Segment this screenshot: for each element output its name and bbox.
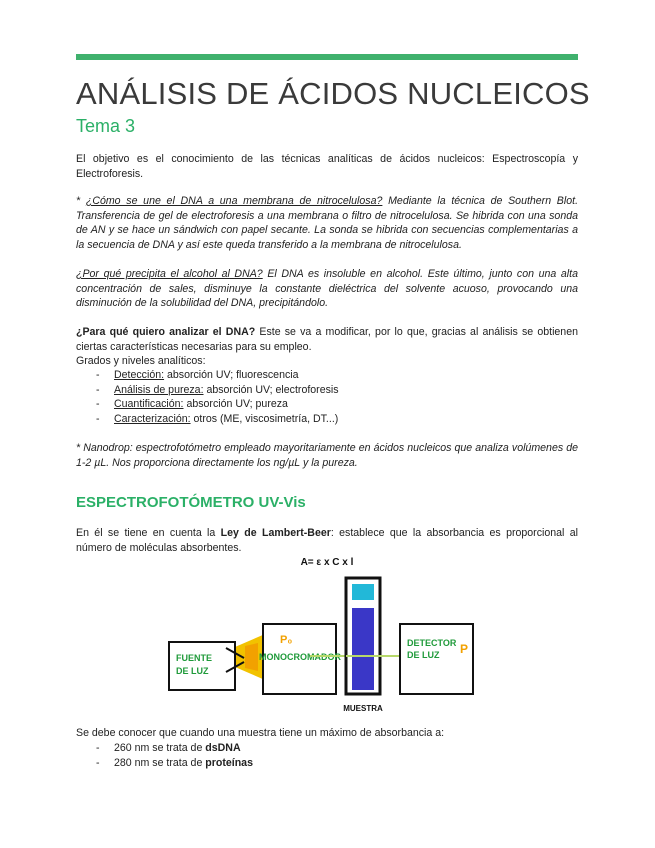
list-item: - Detección: absorción UV; fluorescencia xyxy=(96,369,299,381)
lb-post: : establece que la absorbancia es proporcional al número de moléculas absorbentes. xyxy=(76,527,578,554)
page-subtitle: Tema 3 xyxy=(76,116,136,136)
detector-label-1: DETECTOR xyxy=(407,638,457,648)
item-term: Detección: xyxy=(114,369,165,381)
list-item: - 280 nm se trata de proteínas xyxy=(96,756,253,769)
analysis-answer: Este se va a modificar, por lo que, gracias al análisis se obtienen ciertas características necesarias para su empleo. xyxy=(76,326,578,353)
item-text: absorción UV; pureza xyxy=(183,398,288,410)
q2-question: ¿Por qué precipita el alcohol al DNA? xyxy=(76,268,263,280)
lb-pre: En él se tiene en cuenta la xyxy=(76,527,221,539)
sample-liquid xyxy=(352,608,374,690)
source-label-2: DE LUZ xyxy=(176,666,209,676)
absorbance-list xyxy=(96,741,253,770)
item-text: absorción UV; electroforesis xyxy=(203,383,339,396)
list-item: - Caracterización: otros (ME, viscosimetría, DT...) xyxy=(96,412,339,425)
item-term: Caracterización: xyxy=(114,412,191,425)
light-cone-inner xyxy=(245,643,258,671)
q1-star: * xyxy=(76,195,86,207)
list-item: - Análisis de pureza: absorción UV; electroforesis xyxy=(96,383,339,396)
item-text: otros (ME, viscosimetría, DT...) xyxy=(190,412,339,425)
detector-label-2: DE LUZ xyxy=(407,650,440,660)
q1-answer: Mediante la técnica de Southern Blot. Transferencia de gel de electroforesis a una membrana o filtro de nitrocelulosa. Se hibrida con una sonda de AN y se hace un sándwich con papel secante. La sonda se hibrida con secuencias complementarias a la secuencia de DNA y así este queda transferido a la membrana de nitrocelulosa. xyxy=(76,195,579,251)
sample-label: MUESTRA xyxy=(343,704,383,713)
q1-paragraph xyxy=(76,194,578,252)
absorbance-intro: Se debe conocer que cuando una muestra tiene un máximo de absorbancia a: xyxy=(76,727,445,739)
spectrophotometer-diagram xyxy=(160,550,500,720)
analysis-paragraph xyxy=(76,325,578,354)
levels-title: Grados y niveles analíticos: xyxy=(76,355,206,367)
q2-paragraph xyxy=(76,267,578,311)
item-term: Análisis de pureza: xyxy=(114,383,204,396)
cuvette-top xyxy=(352,584,374,600)
p0-label: P₀ xyxy=(280,634,293,646)
levels-list xyxy=(96,368,339,426)
list-item: - Cuantificación: absorción UV; pureza xyxy=(96,398,288,410)
lb-bold: Ley de Lambert-Beer xyxy=(220,527,331,539)
section-heading: ESPECTROFOTÓMETRO UV-Vis xyxy=(76,494,306,511)
header-rule xyxy=(76,54,578,60)
analysis-question: ¿Para qué quiero analizar el DNA? xyxy=(76,326,256,338)
intro-paragraph: El objetivo es el conocimiento de las técnicas analíticas de ácidos nucleicos: Espectroscopía y Electroforesis. xyxy=(76,153,578,180)
q1-question: ¿Cómo se une el DNA a una membrana de nitrocelulosa? xyxy=(85,195,383,207)
item-term: Cuantificación: xyxy=(114,398,184,410)
list-item: - 260 nm se trata de dsDNA xyxy=(96,742,241,754)
p-label: P xyxy=(460,642,469,656)
item-text: 280 nm se trata de xyxy=(114,756,206,769)
item-text: absorción UV; fluorescencia xyxy=(164,369,299,381)
q2-answer: El DNA es insoluble en alcohol. Este último, junto con una alta concentración de sales, disminuye la constante dieléctrica del solvente acuoso, provocando una disminución de la solubilidad del DNA, precipitándolo. xyxy=(76,268,578,309)
formula: A= ε x C x l xyxy=(300,557,354,568)
page-title: ANÁLISIS DE ÁCIDOS NUCLEICOS xyxy=(76,76,590,111)
item-bold: dsDNA xyxy=(205,742,241,754)
source-label-1: FUENTE xyxy=(176,653,212,663)
nanodrop-note: * Nanodrop: espectrofotómetro empleado mayoritariamente en ácidos nucleicos que analiza volúmenes de 1-2 µL. Nos proporciona directamente los ng/µL y la pureza. xyxy=(76,442,578,469)
item-bold: proteínas xyxy=(205,756,253,769)
item-text: 260 nm se trata de xyxy=(114,742,206,754)
monochromator-label: MONOCROMADOR xyxy=(259,652,341,662)
